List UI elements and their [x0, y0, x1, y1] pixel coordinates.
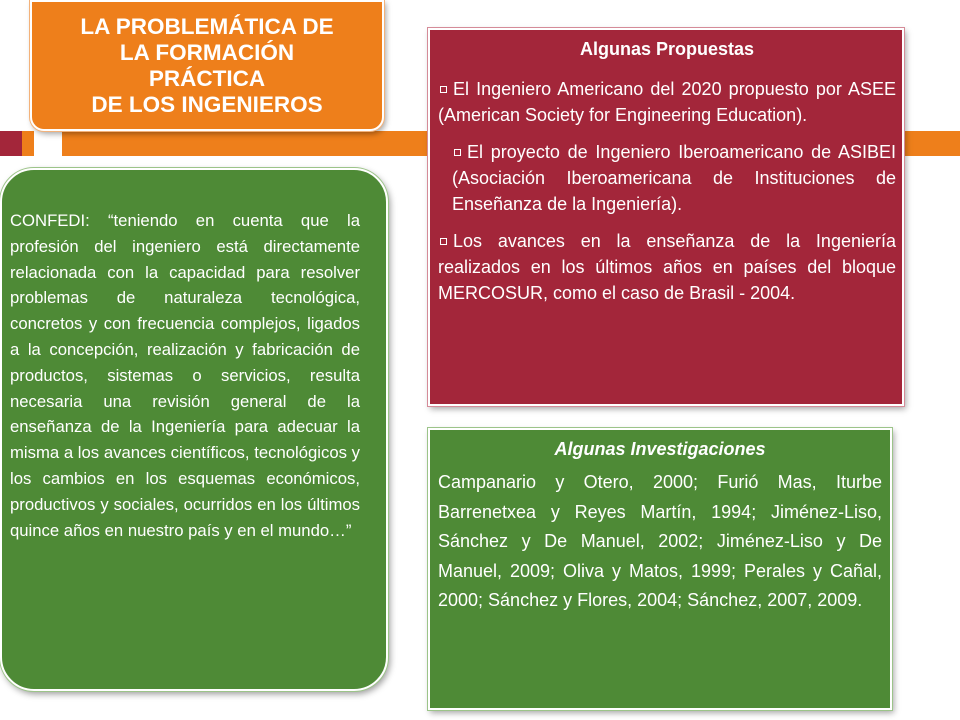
propuesta-item: [438, 76, 896, 128]
square-bullet-icon: [440, 86, 447, 93]
propuestas-heading: Algunas Propuestas: [579, 39, 755, 59]
title-line: LA FORMACIÓN: [119, 39, 295, 65]
investigaciones-text: Campanario y Otero, 2000; Furió Mas, Iturbe Barrenetxea y Reyes Martín, 1994; Jiménez-Liso, Sánchez y De Manuel, 2002; Jiménez-Liso y De Manuel, 2009; Oliva y Matos, 1999; Perales y Cañal, 2000; Sánchez y Flores, 2004; Sánchez, 2007, 2009.: [438, 472, 882, 610]
confedi-quote-box: [0, 168, 388, 691]
propuesta-item: [438, 139, 896, 217]
title-line: PRÁCTICA: [148, 65, 266, 91]
slide-title: [30, 0, 384, 131]
propuesta-item: [438, 228, 896, 306]
propuesta-item-text: El proyecto de Ingeniero Iberoamericano de ASIBEI (Asociación Iberoamericana de Instituciones de Enseñanza de la Ingeniería).: [452, 142, 896, 214]
title-line: LA PROBLEMÁTICA DE: [80, 13, 334, 39]
propuesta-item-text: Los avances en la enseñanza de la Ingeniería realizados en los últimos años en países del bloque MERCOSUR, como el caso de Brasil - 2004.: [438, 231, 896, 303]
title-line: DE LOS INGENIEROS: [91, 91, 323, 117]
investigaciones-heading: Algunas Investigaciones: [554, 439, 766, 459]
left-crimson-accent: [0, 131, 22, 156]
propuestas-box: [428, 28, 904, 406]
square-bullet-icon: [440, 238, 447, 245]
propuesta-item-text: El Ingeniero Americano del 2020 propuesto por ASEE (American Society for Engineering Education).: [438, 79, 896, 125]
investigaciones-box: [428, 428, 892, 710]
confedi-quote-text: CONFEDI: “teniendo en cuenta que la profesión del ingeniero está directamente relacionada con la capacidad para resolver problemas de naturaleza tecnológica, concretos y con frecuencia complejos, ligados a la concepción, realización y fabricación de productos, sistemas o servicios, resulta necesaria una revisión general de la enseñanza de la Ingeniería para adecuar la misma a los avances científicos, tecnológicos y los cambios en los esquemas económicos, productivos y sociales, ocurridos en los últimos quince años en nuestro país y en el mundo…”: [10, 211, 360, 540]
square-bullet-icon: [454, 149, 461, 156]
